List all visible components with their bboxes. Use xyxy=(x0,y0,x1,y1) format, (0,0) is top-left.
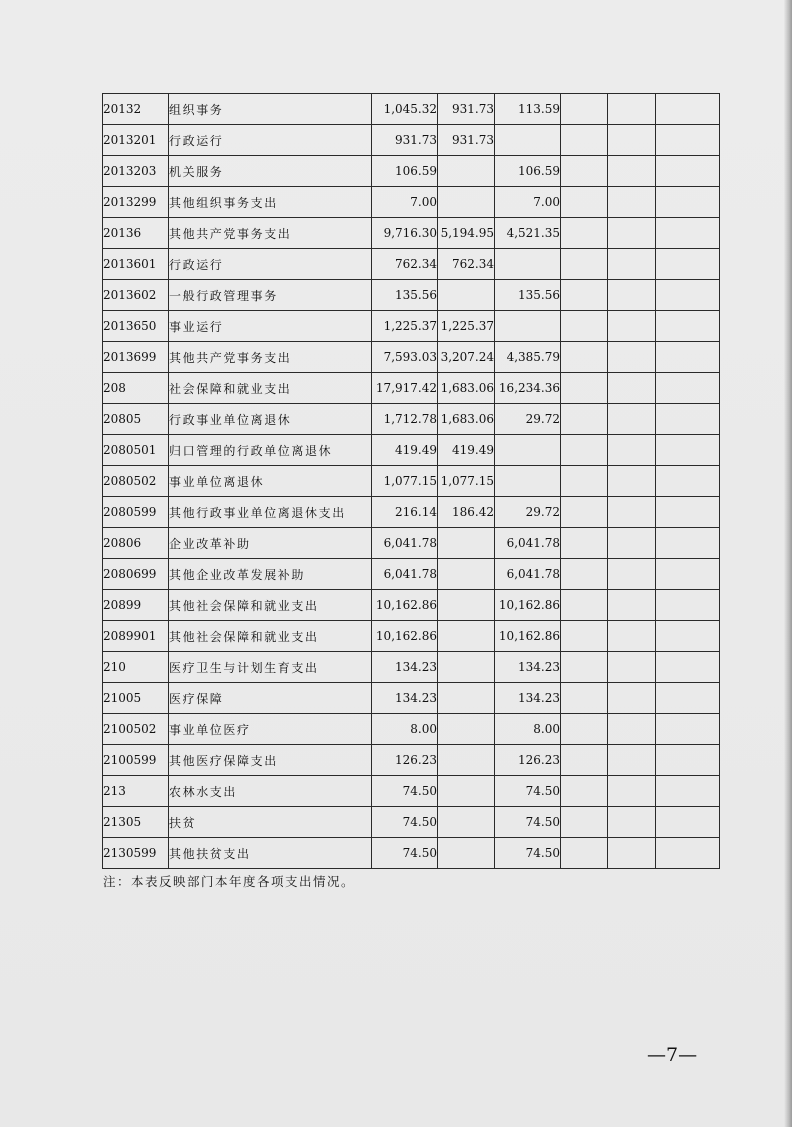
row-basic xyxy=(438,652,495,683)
row-empty-cell xyxy=(656,590,720,621)
row-empty-cell xyxy=(656,435,720,466)
row-empty-cell xyxy=(608,466,656,497)
row-empty-cell xyxy=(561,187,608,218)
row-code: 21305 xyxy=(103,807,169,838)
row-code: 213 xyxy=(103,776,169,807)
table-row xyxy=(103,404,720,435)
row-basic: 1,077.15 xyxy=(438,466,495,497)
row-project: 8.00 xyxy=(495,714,561,745)
row-total: 134.23 xyxy=(372,683,438,714)
row-empty-cell xyxy=(561,404,608,435)
row-empty-cell xyxy=(656,838,720,869)
expenditure-table xyxy=(102,93,720,869)
row-code: 2013602 xyxy=(103,280,169,311)
row-empty-cell xyxy=(656,528,720,559)
row-code: 2013650 xyxy=(103,311,169,342)
row-empty-cell xyxy=(561,156,608,187)
row-total: 7,593.03 xyxy=(372,342,438,373)
table-row xyxy=(103,435,720,466)
row-basic xyxy=(438,156,495,187)
row-project: 10,162.86 xyxy=(495,590,561,621)
row-empty-cell xyxy=(561,528,608,559)
row-project: 74.50 xyxy=(495,776,561,807)
table-row xyxy=(103,125,720,156)
row-basic xyxy=(438,528,495,559)
row-code: 2089901 xyxy=(103,621,169,652)
table-row xyxy=(103,218,720,249)
table-row xyxy=(103,156,720,187)
row-name: 其他共产党事务支出 xyxy=(169,342,372,373)
row-empty-cell xyxy=(656,497,720,528)
row-empty-cell xyxy=(656,652,720,683)
row-project: 134.23 xyxy=(495,683,561,714)
row-empty-cell xyxy=(561,683,608,714)
row-project: 29.72 xyxy=(495,404,561,435)
row-empty-cell xyxy=(561,621,608,652)
row-empty-cell xyxy=(561,249,608,280)
row-name: 其他医疗保障支出 xyxy=(169,745,372,776)
row-empty-cell xyxy=(608,342,656,373)
row-project: 126.23 xyxy=(495,745,561,776)
row-code: 20806 xyxy=(103,528,169,559)
row-empty-cell xyxy=(608,559,656,590)
row-project: 74.50 xyxy=(495,838,561,869)
table-row xyxy=(103,497,720,528)
row-name: 一般行政管理事务 xyxy=(169,280,372,311)
row-total: 10,162.86 xyxy=(372,590,438,621)
row-empty-cell xyxy=(561,838,608,869)
row-empty-cell xyxy=(608,125,656,156)
row-empty-cell xyxy=(608,807,656,838)
row-empty-cell xyxy=(561,280,608,311)
row-project: 10,162.86 xyxy=(495,621,561,652)
row-total: 106.59 xyxy=(372,156,438,187)
row-project xyxy=(495,466,561,497)
row-name: 事业运行 xyxy=(169,311,372,342)
row-total: 135.56 xyxy=(372,280,438,311)
row-empty-cell xyxy=(608,94,656,125)
row-basic xyxy=(438,187,495,218)
row-empty-cell xyxy=(608,621,656,652)
row-total: 9,716.30 xyxy=(372,218,438,249)
row-basic xyxy=(438,590,495,621)
row-empty-cell xyxy=(608,311,656,342)
row-empty-cell xyxy=(561,714,608,745)
row-code: 2080502 xyxy=(103,466,169,497)
row-empty-cell xyxy=(561,590,608,621)
row-empty-cell xyxy=(656,621,720,652)
row-empty-cell xyxy=(561,218,608,249)
row-project: 6,041.78 xyxy=(495,559,561,590)
page-edge-shadow xyxy=(784,0,792,1127)
row-project: 16,234.36 xyxy=(495,373,561,404)
row-empty-cell xyxy=(608,683,656,714)
row-name: 其他社会保障和就业支出 xyxy=(169,590,372,621)
row-empty-cell xyxy=(656,807,720,838)
row-empty-cell xyxy=(656,466,720,497)
row-basic: 419.49 xyxy=(438,435,495,466)
row-empty-cell xyxy=(561,94,608,125)
row-code: 20805 xyxy=(103,404,169,435)
row-project: 74.50 xyxy=(495,807,561,838)
table-row xyxy=(103,807,720,838)
row-code: 2013299 xyxy=(103,187,169,218)
row-total: 134.23 xyxy=(372,652,438,683)
row-project xyxy=(495,249,561,280)
row-name: 事业单位医疗 xyxy=(169,714,372,745)
row-empty-cell xyxy=(561,466,608,497)
row-total: 17,917.42 xyxy=(372,373,438,404)
row-name: 行政运行 xyxy=(169,249,372,280)
row-basic: 5,194.95 xyxy=(438,218,495,249)
row-total: 1,225.37 xyxy=(372,311,438,342)
row-project: 4,385.79 xyxy=(495,342,561,373)
row-basic xyxy=(438,776,495,807)
row-empty-cell xyxy=(608,714,656,745)
row-project xyxy=(495,311,561,342)
row-empty-cell xyxy=(561,745,608,776)
table-row xyxy=(103,373,720,404)
row-total: 126.23 xyxy=(372,745,438,776)
row-code: 208 xyxy=(103,373,169,404)
page-number: —7— xyxy=(647,1044,698,1066)
row-empty-cell xyxy=(656,249,720,280)
table-row xyxy=(103,559,720,590)
row-empty-cell xyxy=(608,590,656,621)
row-basic xyxy=(438,559,495,590)
row-basic xyxy=(438,621,495,652)
table-row xyxy=(103,714,720,745)
row-project: 4,521.35 xyxy=(495,218,561,249)
row-name: 企业改革补助 xyxy=(169,528,372,559)
row-name: 其他组织事务支出 xyxy=(169,187,372,218)
row-code: 20132 xyxy=(103,94,169,125)
row-project: 6,041.78 xyxy=(495,528,561,559)
table-row xyxy=(103,683,720,714)
row-total: 74.50 xyxy=(372,838,438,869)
row-code: 2013601 xyxy=(103,249,169,280)
row-total: 10,162.86 xyxy=(372,621,438,652)
row-empty-cell xyxy=(561,559,608,590)
row-name: 社会保障和就业支出 xyxy=(169,373,372,404)
table-row xyxy=(103,838,720,869)
row-total: 74.50 xyxy=(372,776,438,807)
row-code: 2013201 xyxy=(103,125,169,156)
row-empty-cell xyxy=(608,435,656,466)
row-empty-cell xyxy=(608,652,656,683)
table-row xyxy=(103,528,720,559)
row-empty-cell xyxy=(656,559,720,590)
row-empty-cell xyxy=(656,745,720,776)
row-empty-cell xyxy=(656,342,720,373)
row-name: 其他企业改革发展补助 xyxy=(169,559,372,590)
row-empty-cell xyxy=(561,435,608,466)
table-body xyxy=(103,94,720,869)
row-name: 其他行政事业单位离退休支出 xyxy=(169,497,372,528)
row-empty-cell xyxy=(656,311,720,342)
table-row xyxy=(103,311,720,342)
row-empty-cell xyxy=(608,280,656,311)
row-basic: 3,207.24 xyxy=(438,342,495,373)
row-basic xyxy=(438,714,495,745)
table-row xyxy=(103,342,720,373)
row-empty-cell xyxy=(561,125,608,156)
row-empty-cell xyxy=(561,652,608,683)
row-total: 762.34 xyxy=(372,249,438,280)
row-empty-cell xyxy=(561,776,608,807)
table-row xyxy=(103,590,720,621)
row-basic: 931.73 xyxy=(438,94,495,125)
row-name: 医疗卫生与计划生育支出 xyxy=(169,652,372,683)
row-basic: 186.42 xyxy=(438,497,495,528)
row-basic: 1,683.06 xyxy=(438,404,495,435)
row-basic: 762.34 xyxy=(438,249,495,280)
row-name: 其他共产党事务支出 xyxy=(169,218,372,249)
row-empty-cell xyxy=(656,218,720,249)
row-empty-cell xyxy=(656,156,720,187)
row-empty-cell xyxy=(656,714,720,745)
row-total: 7.00 xyxy=(372,187,438,218)
row-empty-cell xyxy=(608,373,656,404)
row-total: 1,045.32 xyxy=(372,94,438,125)
row-empty-cell xyxy=(561,497,608,528)
row-total: 74.50 xyxy=(372,807,438,838)
row-name: 行政事业单位离退休 xyxy=(169,404,372,435)
row-total: 6,041.78 xyxy=(372,528,438,559)
row-code: 2100599 xyxy=(103,745,169,776)
table-row xyxy=(103,621,720,652)
row-total: 8.00 xyxy=(372,714,438,745)
row-code: 21005 xyxy=(103,683,169,714)
row-project xyxy=(495,435,561,466)
row-empty-cell xyxy=(656,373,720,404)
row-project: 29.72 xyxy=(495,497,561,528)
row-total: 1,077.15 xyxy=(372,466,438,497)
row-empty-cell xyxy=(656,187,720,218)
table-row xyxy=(103,249,720,280)
row-empty-cell xyxy=(656,94,720,125)
row-empty-cell xyxy=(561,373,608,404)
table-row xyxy=(103,652,720,683)
row-total: 6,041.78 xyxy=(372,559,438,590)
row-name: 组织事务 xyxy=(169,94,372,125)
row-project: 113.59 xyxy=(495,94,561,125)
row-basic: 931.73 xyxy=(438,125,495,156)
row-empty-cell xyxy=(608,218,656,249)
row-code: 2100502 xyxy=(103,714,169,745)
row-code: 20899 xyxy=(103,590,169,621)
row-empty-cell xyxy=(608,497,656,528)
row-basic: 1,683.06 xyxy=(438,373,495,404)
row-code: 20136 xyxy=(103,218,169,249)
row-code: 210 xyxy=(103,652,169,683)
row-empty-cell xyxy=(608,156,656,187)
row-code: 2080599 xyxy=(103,497,169,528)
table-row xyxy=(103,280,720,311)
row-empty-cell xyxy=(608,187,656,218)
row-empty-cell xyxy=(656,125,720,156)
table-row xyxy=(103,466,720,497)
row-project: 134.23 xyxy=(495,652,561,683)
row-basic xyxy=(438,838,495,869)
row-empty-cell xyxy=(608,838,656,869)
row-code: 2080699 xyxy=(103,559,169,590)
table-row xyxy=(103,94,720,125)
row-project: 7.00 xyxy=(495,187,561,218)
row-code: 2013699 xyxy=(103,342,169,373)
row-empty-cell xyxy=(656,683,720,714)
table-row xyxy=(103,187,720,218)
row-project: 135.56 xyxy=(495,280,561,311)
row-empty-cell xyxy=(608,745,656,776)
row-empty-cell xyxy=(656,776,720,807)
row-basic xyxy=(438,745,495,776)
row-code: 2013203 xyxy=(103,156,169,187)
row-empty-cell xyxy=(656,280,720,311)
row-empty-cell xyxy=(608,528,656,559)
row-name: 行政运行 xyxy=(169,125,372,156)
row-basic: 1,225.37 xyxy=(438,311,495,342)
row-total: 1,712.78 xyxy=(372,404,438,435)
table-row xyxy=(103,776,720,807)
row-name: 其他社会保障和就业支出 xyxy=(169,621,372,652)
row-name: 事业单位离退休 xyxy=(169,466,372,497)
row-name: 机关服务 xyxy=(169,156,372,187)
row-empty-cell xyxy=(608,404,656,435)
row-name: 归口管理的行政单位离退休 xyxy=(169,435,372,466)
row-code: 2130599 xyxy=(103,838,169,869)
row-empty-cell xyxy=(561,807,608,838)
row-name: 其他扶贫支出 xyxy=(169,838,372,869)
row-basic xyxy=(438,683,495,714)
row-empty-cell xyxy=(608,249,656,280)
row-name: 扶贫 xyxy=(169,807,372,838)
row-empty-cell xyxy=(561,311,608,342)
table-row xyxy=(103,745,720,776)
table-note: 注：本表反映部门本年度各项支出情况。 xyxy=(103,874,356,889)
row-code: 2080501 xyxy=(103,435,169,466)
row-basic xyxy=(438,807,495,838)
row-project: 106.59 xyxy=(495,156,561,187)
row-empty-cell xyxy=(656,404,720,435)
row-empty-cell xyxy=(561,342,608,373)
row-total: 216.14 xyxy=(372,497,438,528)
row-empty-cell xyxy=(608,776,656,807)
row-basic xyxy=(438,280,495,311)
row-total: 419.49 xyxy=(372,435,438,466)
row-total: 931.73 xyxy=(372,125,438,156)
row-project xyxy=(495,125,561,156)
row-name: 农林水支出 xyxy=(169,776,372,807)
row-name: 医疗保障 xyxy=(169,683,372,714)
